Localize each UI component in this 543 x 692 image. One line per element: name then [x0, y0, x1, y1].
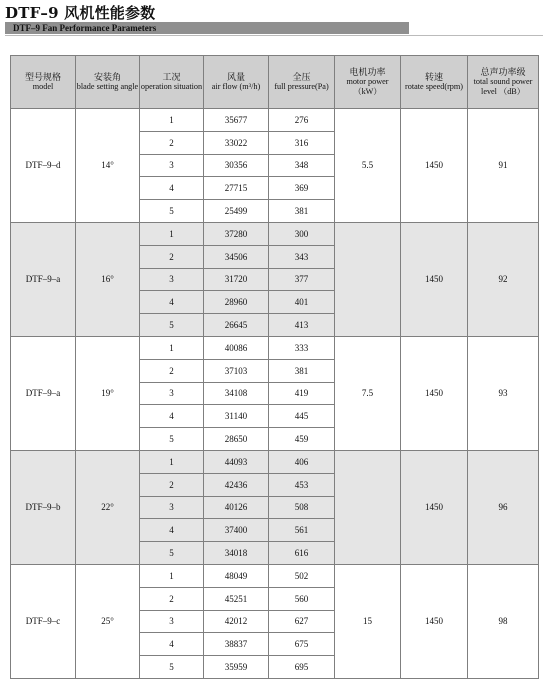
pressure-cell: 508: [269, 496, 335, 519]
situation-cell: 1: [140, 336, 204, 359]
situation-cell: 4: [140, 633, 204, 656]
situation-cell: 2: [140, 587, 204, 610]
pressure-cell: 381: [269, 200, 335, 223]
header-model: [11, 56, 76, 109]
situation-cell: 5: [140, 656, 204, 679]
situation-cell: 3: [140, 496, 204, 519]
situation-cell: 4: [140, 177, 204, 200]
pressure-cell: 459: [269, 428, 335, 451]
header-angle-zh: 安装角: [93, 72, 121, 82]
airflow-cell: 44093: [204, 450, 269, 473]
fan-performance-table: [10, 55, 539, 679]
situation-cell: 4: [140, 405, 204, 428]
situation-cell: 3: [140, 610, 204, 633]
header-model-en: model: [32, 82, 54, 91]
pressure-cell: 502: [269, 564, 335, 587]
pressure-cell: 695: [269, 656, 335, 679]
airflow-cell: 40126: [204, 496, 269, 519]
table-row: [11, 450, 539, 473]
pressure-cell: 369: [269, 177, 335, 200]
situation-cell: 4: [140, 519, 204, 542]
header-divider: [5, 35, 543, 36]
header-pressure-zh: 全压: [292, 72, 311, 82]
airflow-cell: 25499: [204, 200, 269, 223]
pressure-cell: 316: [269, 131, 335, 154]
pressure-cell: 276: [269, 109, 335, 132]
sound-cell: 92: [468, 222, 539, 336]
sound-cell: 91: [468, 109, 539, 223]
angle-cell: 16°: [76, 222, 140, 336]
airflow-cell: 30356: [204, 154, 269, 177]
power-cell: [335, 222, 401, 336]
header-sound-en: total sound power level （dB）: [473, 77, 533, 96]
pressure-cell: 445: [269, 405, 335, 428]
pressure-cell: 675: [269, 633, 335, 656]
airflow-cell: 37280: [204, 222, 269, 245]
model-cell: DTF–9–a: [11, 336, 76, 450]
header-power: [335, 56, 401, 109]
airflow-cell: 45251: [204, 587, 269, 610]
airflow-cell: 34108: [204, 382, 269, 405]
airflow-cell: 27715: [204, 177, 269, 200]
header-pressure-en: full pressure(Pa): [274, 82, 329, 91]
angle-cell: 22°: [76, 450, 140, 564]
airflow-cell: 48049: [204, 564, 269, 587]
situation-cell: 2: [140, 131, 204, 154]
situation-cell: 4: [140, 291, 204, 314]
header-sound: [468, 56, 539, 109]
situation-cell: 1: [140, 109, 204, 132]
header-situation-en: operation situation: [140, 82, 203, 91]
speed-cell: 1450: [401, 450, 468, 564]
speed-cell: 1450: [401, 336, 468, 450]
table-header-row: [11, 56, 539, 109]
pressure-cell: 616: [269, 542, 335, 565]
header-angle-en: blade setting angle: [76, 82, 139, 91]
situation-cell: 5: [140, 314, 204, 337]
header-power-en: motor power （kW）: [346, 77, 389, 96]
situation-cell: 5: [140, 542, 204, 565]
pressure-cell: 406: [269, 450, 335, 473]
header-power-zh: 电机功率: [349, 67, 386, 77]
airflow-cell: 31720: [204, 268, 269, 291]
pressure-cell: 300: [269, 222, 335, 245]
header-angle: [76, 56, 140, 109]
header-situation-zh: 工况: [162, 72, 181, 82]
airflow-cell: 34018: [204, 542, 269, 565]
speed-cell: 1450: [401, 109, 468, 223]
airflow-cell: 35959: [204, 656, 269, 679]
header-model-zh: 型号规格: [24, 72, 61, 82]
situation-cell: 2: [140, 473, 204, 496]
situation-cell: 3: [140, 154, 204, 177]
power-cell: 7.5: [335, 336, 401, 450]
angle-cell: 19°: [76, 336, 140, 450]
airflow-cell: 40086: [204, 336, 269, 359]
situation-cell: 5: [140, 428, 204, 451]
pressure-cell: 348: [269, 154, 335, 177]
header-situation: [140, 56, 204, 109]
pressure-cell: 381: [269, 359, 335, 382]
header-airflow-en: air flow (m³/h): [211, 82, 261, 91]
pressure-cell: 453: [269, 473, 335, 496]
situation-cell: 3: [140, 382, 204, 405]
sound-cell: 96: [468, 450, 539, 564]
header-speed-en: rotate speed(rpm): [405, 82, 463, 91]
pressure-cell: 561: [269, 519, 335, 542]
situation-cell: 1: [140, 450, 204, 473]
airflow-cell: 42012: [204, 610, 269, 633]
pressure-cell: 343: [269, 245, 335, 268]
airflow-cell: 37103: [204, 359, 269, 382]
airflow-cell: 33022: [204, 131, 269, 154]
power-cell: [335, 450, 401, 564]
situation-cell: 2: [140, 359, 204, 382]
situation-cell: 1: [140, 564, 204, 587]
table-row: [11, 336, 539, 359]
header-speed: [401, 56, 468, 109]
situation-cell: 1: [140, 222, 204, 245]
pressure-cell: 377: [269, 268, 335, 291]
pressure-cell: 413: [269, 314, 335, 337]
subtitle-bar: DTF–9 Fan Performance Parameters: [5, 22, 409, 34]
pressure-cell: 401: [269, 291, 335, 314]
airflow-cell: 38837: [204, 633, 269, 656]
airflow-cell: 26645: [204, 314, 269, 337]
pressure-cell: 333: [269, 336, 335, 359]
situation-cell: 2: [140, 245, 204, 268]
airflow-cell: 34506: [204, 245, 269, 268]
header-airflow-zh: 风量: [226, 72, 245, 82]
airflow-cell: 37400: [204, 519, 269, 542]
header-speed-zh: 转速: [424, 72, 443, 82]
pressure-cell: 419: [269, 382, 335, 405]
situation-cell: 5: [140, 200, 204, 223]
pressure-cell: 560: [269, 587, 335, 610]
header-airflow: [204, 56, 269, 109]
header-pressure: [269, 56, 335, 109]
sound-cell: 98: [468, 564, 539, 678]
airflow-cell: 28960: [204, 291, 269, 314]
sound-cell: 93: [468, 336, 539, 450]
angle-cell: 25°: [76, 564, 140, 678]
table-row: [11, 564, 539, 587]
table-row: [11, 109, 539, 132]
airflow-cell: 31140: [204, 405, 269, 428]
situation-cell: 3: [140, 268, 204, 291]
airflow-cell: 42436: [204, 473, 269, 496]
model-cell: DTF–9–b: [11, 450, 76, 564]
header-sound-zh: 总声功率级: [480, 67, 526, 77]
model-cell: DTF–9–a: [11, 222, 76, 336]
power-cell: 5.5: [335, 109, 401, 223]
table-row: [11, 222, 539, 245]
pressure-cell: 627: [269, 610, 335, 633]
speed-cell: 1450: [401, 564, 468, 678]
airflow-cell: 35677: [204, 109, 269, 132]
angle-cell: 14°: [76, 109, 140, 223]
model-cell: DTF–9–c: [11, 564, 76, 678]
speed-cell: 1450: [401, 222, 468, 336]
page-title: DTF–9 风机性能参数: [5, 4, 156, 22]
airflow-cell: 28650: [204, 428, 269, 451]
power-cell: 15: [335, 564, 401, 678]
model-cell: DTF–9–d: [11, 109, 76, 223]
